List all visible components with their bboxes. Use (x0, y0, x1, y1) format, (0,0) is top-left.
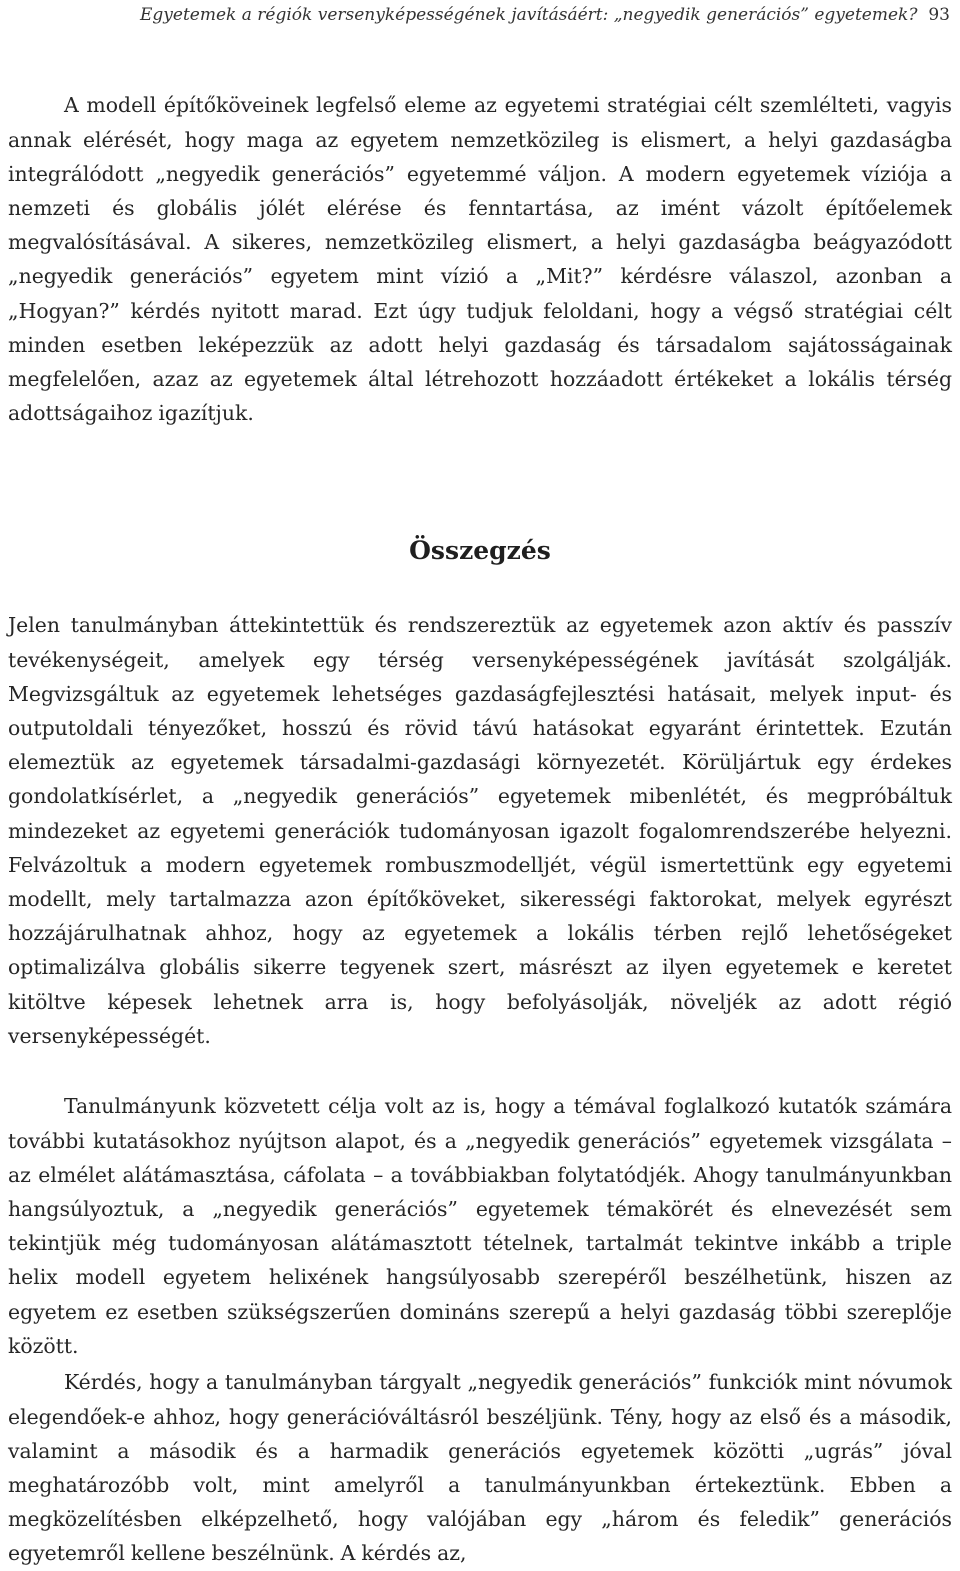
running-header (140, 2, 950, 28)
running-header-title: Egyetemek a régiók versenyképességének javításáért: „negyedik generációs” egyetemek? (140, 5, 918, 25)
body-paragraph-2: Jelen tanulmányban áttekintettük és rendszereztük az egyetemek azon aktív és passzív tevékenységeit, amelyek egy térség versenyképességének javítását szolgálják. Megvizsgáltuk az egyetemek lehetséges gazdaságfejlesztési hatásait, melyek input- és outputoldali tényezőket, hosszú és rövid távú hatásokat egyaránt érintettek. Ezután elemeztük az egyetemek társadalmi-gazdasági környezetét. Körüljártuk egy érdekes gondolatkísérlet, a „negyedik generációs” egyetemek mibenlétét, és megpróbáltuk mindezeket az egyetemi generációk tudományosan igazolt fogalomrendszerébe helyezni. Felvázoltuk a modern egyetemek rombuszmodelljét, végül ismertettünk egy egyetemi modellt, mely tartalmazza azon építőköveket, sikerességi faktorokat, melyek egyrészt hozzájárulhatnak ahhoz, hogy az egyetemek a lokális térben rejlő lehetőségeket optimalizálva globális sikerre tegyenek szert, másrészt az ilyen egyetemek e keretet kitöltve képesek lehetnek arra is, hogy befolyásolják, növeljék az adott régió versenyképességét. (8, 613, 952, 1048)
page-number: 93 (928, 5, 950, 25)
section-heading: Összegzés (409, 535, 551, 565)
body-paragraph-1: A modell építőköveinek legfelső eleme az egyetemi stratégiai célt szemlélteti, vagyis annak elérését, hogy maga az egyetem nemzetközileg is elismert, a helyi gazdaságba integrálódott „negyedik generációs” egyetemmé váljon. A modern egyetemek víziója a nemzeti és globális jólét elérése és fenntartása, az imént vázolt építőelemek megvalósításával. A sikeres, nemzetközileg elismert, a helyi gazdaságba beágyazódott „negyedik generációs” egyetem mint vízió a „Mit?” kérdésre válaszol, azonban a „Hogyan?” kérdés nyitott marad. Ezt úgy tudjuk feloldani, hogy a végső stratégiai célt minden esetben leképezzük az adott helyi gazdaság és társadalom sajátosságainak megfelelően, azaz az egyetemek által létrehozott hozzáadott értékeket a lokális térség adottságaihoz igazítjuk. (8, 93, 952, 426)
body-paragraph-3: Tanulmányunk közvetett célja volt az is, hogy a témával foglalkozó kutatók számára további kutatásokhoz nyújtson alapot, és a „negyedik generációs” egyetemek vizsgálata – az elmélet alátámasztása, cáfolata – a továbbiakban folytatódjék. Ahogy tanulmányunkban hangsúlyoztuk, a „negyedik generációs” egyetemek témakörét és elnevezését sem tekintjük még tudományosan alátámasztott tételnek, tartalmát tekintve inkább a triple helix modell egyetem helixének hangsúlyosabb szerepéről beszélhetünk, hiszen az egyetem ez esetben szükségszerűen domináns szerepű a helyi gazdaság többi szereplője között. (8, 1094, 952, 1358)
body-paragraph-4: Kérdés, hogy a tanulmányban tárgyalt „negyedik generációs” funkciók mint nóvumok elegendőek-e ahhoz, hogy generációváltásról beszéljünk. Tény, hogy az első és a második, valamint a második és a harmadik generációs egyetemek közötti „ugrás” jóval meghatározóbb volt, mint amelyről a tanulmányunkban értekeztünk. Ebben a megközelítésben elképzelhető, hogy valójában egy „három és feledik” generációs egyetemről kellene beszélnünk. A kérdés az, (8, 1370, 952, 1566)
